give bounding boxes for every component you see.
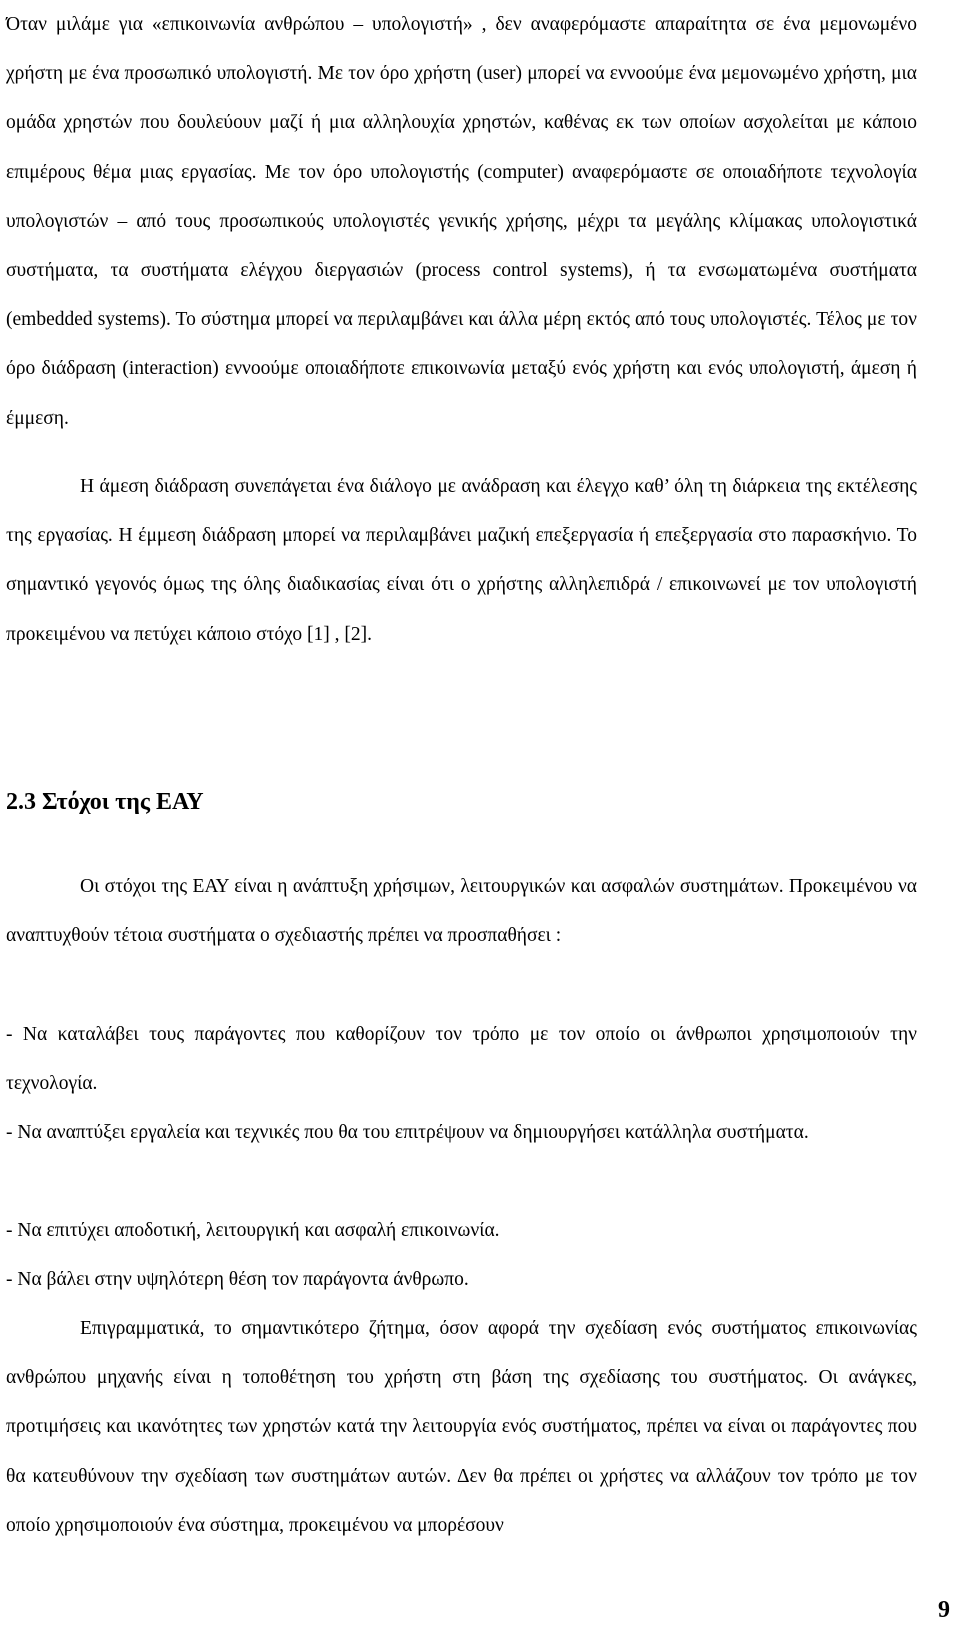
list-item xyxy=(6,1255,469,1304)
list-item-text: - Να καταλάβει τους παράγοντες που καθορίζουν τον τρόπο με τον οποίο οι άνθρωποι χρησιμοποιούν την τεχνολογία. xyxy=(6,1024,917,1095)
section-heading: 2.3 Στόχοι της ΕΑΥ xyxy=(6,789,204,815)
paragraph-hci-goals-intro: Οι στόχοι της ΕΑΥ είναι η ανάπτυξη χρήσιμων, λειτουργικών και ασφαλών συστημάτων. Προκειμένου να αναπτυχθούν τέτοια συστήματα ο σχεδιαστής πρέπει να προσπαθήσει : xyxy=(6,876,917,947)
list-item xyxy=(6,1108,917,1157)
paragraph-hci-definition: Όταν μιλάμε για «επικοινωνία ανθρώπου – υπολογιστή» , δεν αναφερόμαστε απαραίτητα σε ένα μεμονωμένο χρήστη με ένα προσωπικό υπολογιστή. Με τον όρο χρήστη (user) μπορεί να εννοούμε ένα μεμονωμένο χρήστη, μια ομάδα χρηστών που δουλεύουν μαζί ή μια αλληλουχία χρηστών, καθένας εκ των οποίων ασχολείται με κάποιο επιμέρους θέμα μιας εργασίας. Με τον όρο υπολογιστής (computer) αναφερόμαστε σε οποιαδήποτε τεχνολογία υπολογιστών – από τους προσωπικούς υπολογιστές γενικής χρήσης, μέχρι τα μεγάλης κλίμακας υπολογιστικά συστήματα, τα συστήματα ελέγχου διεργασιών (process control systems), ή τα ενσωματωμένα συστήματα (embedded systems). Το σύστημα μπορεί να περιλαμβάνει και άλλα μέρη εκτός από τους υπολογιστές. Τέλος με τον όρο διάδραση (interaction) εννοούμε οποιαδήποτε επικοινωνία μεταξύ ενός χρήστη και ενός υπολογιστή, άμεση ή έμμεση. xyxy=(6,14,917,429)
list-item xyxy=(6,1206,500,1255)
paragraph-user-centered-design: Επιγραμματικά, το σημαντικότερο ζήτημα, όσον αφορά την σχεδίαση ενός συστήματος επικοινωνίας ανθρώπου μηχανής είναι η τοποθέτηση του χρήστη στη βάση της σχεδίασης του συστήματος. Οι ανάγκες, προτιμήσεις και ικανότητες των χρηστών κατά την λειτουργία ενός συστήματος, πρέπει να είναι οι παράγοντες που θα κατευθύνουν την σχεδίαση των συστημάτων αυτών. Δεν θα πρέπει οι χρήστες να αλλάζουν τον τρόπο με τον οποίο χρησιμοποιούν ένα σύστημα, προκειμένου να μπορέσουν xyxy=(6,1318,917,1536)
page-number: 9 xyxy=(938,1597,950,1623)
list-item-text: - Να βάλει στην υψηλότερη θέση τον παράγοντα άνθρωπο. xyxy=(6,1269,469,1290)
paragraph-direct-indirect-interaction: Η άμεση διάδραση συνεπάγεται ένα διάλογο με ανάδραση και έλεγχο καθ’ όλη τη διάρκεια της εκτέλεσης της εργασίας. Η έμμεση διάδραση μπορεί να περιλαμβάνει μαζική επεξεργασία ή επεξεργασία στο παρασκήνιο. Το σημαντικό γεγονός όμως της όλης διαδικασίας είναι ότι ο χρήστης αλληλεπιδρά / επικοινωνεί με τον υπολογιστή προκειμένου να πετύχει κάποιο στόχο [1] , [2]. xyxy=(6,476,917,645)
list-item-text: - Να επιτύχει αποδοτική, λειτουργική και ασφαλή επικοινωνία. xyxy=(6,1220,500,1241)
list-item xyxy=(6,1010,917,1108)
list-item-text: - Να αναπτύξει εργαλεία και τεχνικές που θα του επιτρέψουν να δημιουργήσει κατάλληλα συστήματα. xyxy=(6,1122,809,1143)
